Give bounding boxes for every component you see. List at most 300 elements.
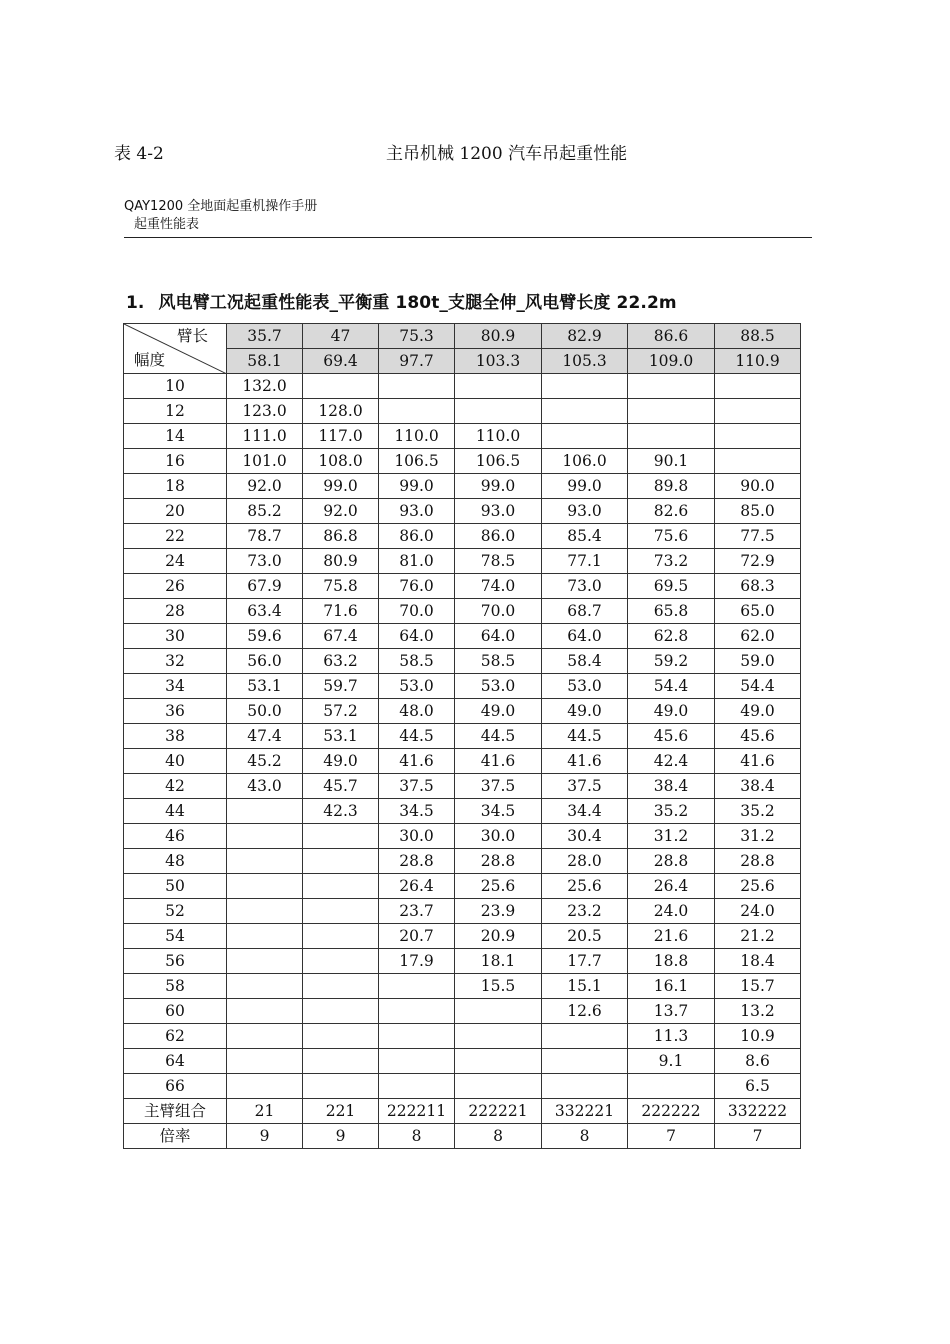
capacity-cell: 106.5 [455,449,542,474]
boom-combination-row-cell: 21 [227,1099,303,1124]
table-row [124,524,801,549]
capacity-cell [303,874,379,899]
capacity-cell: 18.4 [715,949,801,974]
header-rule [124,237,812,238]
capacity-cell: 21.2 [715,924,801,949]
capacity-cell: 106.5 [379,449,455,474]
reeving-rate-row-cell: 7 [715,1124,801,1149]
capacity-cell [542,1074,628,1099]
capacity-cell: 11.3 [628,1024,715,1049]
table-row [124,774,801,799]
capacity-cell: 41.6 [455,749,542,774]
table-row [124,449,801,474]
capacity-cell [455,374,542,399]
capacity-cell: 42.3 [303,799,379,824]
capacity-cell [715,424,801,449]
capacity-cell [455,1049,542,1074]
capacity-cell: 56.0 [227,649,303,674]
table-caption-label: 表 4-2 [114,144,164,164]
capacity-cell: 80.9 [303,549,379,574]
capacity-cell: 34.5 [455,799,542,824]
capacity-cell: 86.8 [303,524,379,549]
radius-cell: 30 [124,624,227,649]
total-length-cell: 109.0 [628,349,715,374]
capacity-cell [303,924,379,949]
capacity-cell: 85.4 [542,524,628,549]
table-row [124,599,801,624]
corner-header-cell [124,324,227,374]
radius-cell: 48 [124,849,227,874]
capacity-cell: 76.0 [379,574,455,599]
capacity-cell [227,999,303,1024]
capacity-cell: 78.7 [227,524,303,549]
load-chart-table [123,323,801,1149]
capacity-cell: 128.0 [303,399,379,424]
radius-cell: 38 [124,724,227,749]
load-chart-body [124,324,801,1149]
capacity-cell: 49.0 [455,699,542,724]
capacity-cell: 38.4 [715,774,801,799]
radius-cell: 46 [124,824,227,849]
table-row [124,424,801,449]
table-row [124,824,801,849]
capacity-cell: 41.6 [542,749,628,774]
capacity-cell: 63.2 [303,649,379,674]
capacity-cell: 28.8 [455,849,542,874]
table-row [124,899,801,924]
capacity-cell: 75.8 [303,574,379,599]
capacity-cell: 38.4 [628,774,715,799]
boom-combination-row-label: 主臂组合 [124,1099,227,1124]
capacity-cell: 89.8 [628,474,715,499]
capacity-cell: 15.5 [455,974,542,999]
capacity-cell: 64.0 [379,624,455,649]
capacity-cell: 90.1 [628,449,715,474]
capacity-cell: 62.8 [628,624,715,649]
table-row [124,799,801,824]
capacity-cell [303,1024,379,1049]
capacity-cell: 49.0 [628,699,715,724]
capacity-cell: 6.5 [715,1074,801,1099]
capacity-cell: 81.0 [379,549,455,574]
reeving-rate-row-label: 倍率 [124,1124,227,1149]
capacity-cell: 58.4 [542,649,628,674]
boom-length-row [124,324,801,349]
radius-cell: 60 [124,999,227,1024]
table-row [124,1074,801,1099]
radius-cell: 52 [124,899,227,924]
table-row [124,474,801,499]
capacity-cell: 99.0 [542,474,628,499]
radius-cell: 64 [124,1049,227,1074]
capacity-cell: 30.0 [379,824,455,849]
capacity-cell [379,399,455,424]
total-length-cell: 110.9 [715,349,801,374]
boom-combination-row-cell: 222221 [455,1099,542,1124]
reeving-rate-row [124,1124,801,1149]
capacity-cell: 18.8 [628,949,715,974]
section-title-text: 风电臂工况起重性能表_平衡重 180t_支腿全伸_风电臂长度 22.2m [158,293,677,313]
capacity-cell: 50.0 [227,699,303,724]
radius-cell: 50 [124,874,227,899]
reeving-rate-row-cell: 8 [455,1124,542,1149]
boom-length-cell: 80.9 [455,324,542,349]
capacity-cell [379,974,455,999]
capacity-cell: 44.5 [455,724,542,749]
table-row [124,399,801,424]
radius-cell: 40 [124,749,227,774]
capacity-cell [628,399,715,424]
capacity-cell [227,874,303,899]
capacity-cell [303,824,379,849]
capacity-cell: 28.8 [715,849,801,874]
capacity-cell: 86.0 [379,524,455,549]
capacity-cell [227,924,303,949]
capacity-cell [227,1024,303,1049]
capacity-cell [227,799,303,824]
capacity-cell: 57.2 [303,699,379,724]
capacity-cell [227,1074,303,1099]
table-row [124,1049,801,1074]
capacity-cell: 110.0 [455,424,542,449]
boom-length-cell: 82.9 [542,324,628,349]
capacity-cell: 99.0 [303,474,379,499]
capacity-cell: 72.9 [715,549,801,574]
capacity-cell [303,974,379,999]
boom-combination-row-cell: 332222 [715,1099,801,1124]
capacity-cell: 37.5 [379,774,455,799]
capacity-cell: 45.6 [715,724,801,749]
capacity-cell: 75.6 [628,524,715,549]
reeving-rate-row-cell: 9 [227,1124,303,1149]
capacity-cell: 69.5 [628,574,715,599]
capacity-cell: 15.1 [542,974,628,999]
boom-combination-row-cell: 221 [303,1099,379,1124]
capacity-cell: 26.4 [379,874,455,899]
table-row [124,749,801,774]
capacity-cell: 65.0 [715,599,801,624]
total-length-cell: 105.3 [542,349,628,374]
radius-cell: 24 [124,549,227,574]
capacity-cell [628,424,715,449]
capacity-cell [303,1074,379,1099]
manual-header [124,198,317,234]
capacity-cell [715,449,801,474]
capacity-cell: 70.0 [379,599,455,624]
boom-length-cell: 47 [303,324,379,349]
section-title [126,288,677,313]
capacity-cell [379,1074,455,1099]
capacity-cell: 68.7 [542,599,628,624]
table-row [124,999,801,1024]
radius-cell: 26 [124,574,227,599]
capacity-cell: 20.5 [542,924,628,949]
capacity-cell: 58.5 [455,649,542,674]
capacity-cell: 78.5 [455,549,542,574]
capacity-cell: 20.9 [455,924,542,949]
capacity-cell: 47.4 [227,724,303,749]
total-length-cell: 103.3 [455,349,542,374]
radius-cell: 18 [124,474,227,499]
table-row [124,949,801,974]
capacity-cell [303,374,379,399]
capacity-cell: 21.6 [628,924,715,949]
capacity-cell: 26.4 [628,874,715,899]
boom-combination-row-cell: 222222 [628,1099,715,1124]
radius-cell: 20 [124,499,227,524]
capacity-cell: 82.6 [628,499,715,524]
capacity-cell: 53.0 [542,674,628,699]
radius-cell: 32 [124,649,227,674]
boom-length-header: 臂长 [176,327,208,345]
capacity-cell: 13.2 [715,999,801,1024]
capacity-cell: 20.7 [379,924,455,949]
capacity-cell: 77.1 [542,549,628,574]
capacity-cell: 73.0 [227,549,303,574]
capacity-cell: 49.0 [542,699,628,724]
capacity-cell [542,374,628,399]
capacity-cell: 67.4 [303,624,379,649]
capacity-cell: 25.6 [455,874,542,899]
table-row [124,849,801,874]
capacity-cell: 90.0 [715,474,801,499]
capacity-cell: 18.1 [455,949,542,974]
table-row [124,974,801,999]
capacity-cell [715,399,801,424]
boom-length-cell: 88.5 [715,324,801,349]
capacity-cell: 41.6 [379,749,455,774]
total-length-cell: 58.1 [227,349,303,374]
radius-cell: 16 [124,449,227,474]
capacity-cell: 132.0 [227,374,303,399]
capacity-cell: 44.5 [542,724,628,749]
capacity-cell: 34.4 [542,799,628,824]
capacity-cell: 17.9 [379,949,455,974]
capacity-cell: 23.9 [455,899,542,924]
capacity-cell: 77.5 [715,524,801,549]
capacity-cell: 117.0 [303,424,379,449]
radius-cell: 56 [124,949,227,974]
capacity-cell: 64.0 [542,624,628,649]
radius-cell: 62 [124,1024,227,1049]
capacity-cell: 37.5 [455,774,542,799]
table-row [124,1024,801,1049]
reeving-rate-row-cell: 8 [542,1124,628,1149]
capacity-cell: 49.0 [303,749,379,774]
capacity-cell: 24.0 [715,899,801,924]
capacity-cell [542,1049,628,1074]
capacity-cell [227,899,303,924]
capacity-cell: 99.0 [379,474,455,499]
capacity-cell [227,849,303,874]
capacity-cell: 64.0 [455,624,542,649]
capacity-cell [303,849,379,874]
capacity-cell: 30.4 [542,824,628,849]
capacity-cell: 59.2 [628,649,715,674]
capacity-cell: 35.2 [715,799,801,824]
radius-cell: 10 [124,374,227,399]
capacity-cell [455,1074,542,1099]
capacity-cell: 85.2 [227,499,303,524]
capacity-cell [227,1049,303,1074]
capacity-cell [542,424,628,449]
capacity-cell: 73.2 [628,549,715,574]
reeving-rate-row-cell: 8 [379,1124,455,1149]
capacity-cell: 86.0 [455,524,542,549]
table-row [124,549,801,574]
table-row [124,874,801,899]
capacity-cell: 10.9 [715,1024,801,1049]
capacity-cell: 74.0 [455,574,542,599]
radius-cell: 58 [124,974,227,999]
radius-cell: 34 [124,674,227,699]
table-row [124,674,801,699]
capacity-cell: 15.7 [715,974,801,999]
capacity-cell: 62.0 [715,624,801,649]
capacity-cell: 111.0 [227,424,303,449]
capacity-cell [455,1024,542,1049]
capacity-cell: 54.4 [628,674,715,699]
capacity-cell: 31.2 [628,824,715,849]
capacity-cell: 106.0 [542,449,628,474]
capacity-cell: 45.7 [303,774,379,799]
capacity-cell [227,949,303,974]
boom-length-cell: 86.6 [628,324,715,349]
table-row [124,649,801,674]
radius-cell: 44 [124,799,227,824]
capacity-cell: 25.6 [715,874,801,899]
capacity-cell: 54.4 [715,674,801,699]
capacity-cell: 45.6 [628,724,715,749]
capacity-cell: 67.9 [227,574,303,599]
table-row [124,574,801,599]
boom-length-cell: 35.7 [227,324,303,349]
capacity-cell: 30.0 [455,824,542,849]
capacity-cell: 93.0 [379,499,455,524]
reeving-rate-row-cell: 7 [628,1124,715,1149]
capacity-cell: 53.0 [379,674,455,699]
capacity-cell: 44.5 [379,724,455,749]
capacity-cell: 73.0 [542,574,628,599]
capacity-cell: 93.0 [542,499,628,524]
table-row [124,699,801,724]
capacity-cell: 59.7 [303,674,379,699]
capacity-cell: 92.0 [227,474,303,499]
capacity-cell: 99.0 [455,474,542,499]
capacity-cell: 34.5 [379,799,455,824]
capacity-cell: 49.0 [715,699,801,724]
capacity-cell: 17.7 [542,949,628,974]
capacity-cell: 59.6 [227,624,303,649]
table-row [124,374,801,399]
capacity-cell [379,1049,455,1074]
capacity-cell [455,999,542,1024]
capacity-cell [542,399,628,424]
capacity-cell: 43.0 [227,774,303,799]
capacity-cell [715,374,801,399]
capacity-cell [227,824,303,849]
capacity-cell: 58.5 [379,649,455,674]
radius-cell: 36 [124,699,227,724]
capacity-cell: 35.2 [628,799,715,824]
radius-cell: 28 [124,599,227,624]
radius-cell: 66 [124,1074,227,1099]
boom-length-cell: 75.3 [379,324,455,349]
radius-cell: 22 [124,524,227,549]
radius-header: 幅度 [134,351,166,369]
capacity-cell: 68.3 [715,574,801,599]
capacity-cell: 28.8 [628,849,715,874]
boom-combination-row [124,1099,801,1124]
capacity-cell: 42.4 [628,749,715,774]
capacity-cell: 9.1 [628,1049,715,1074]
radius-cell: 14 [124,424,227,449]
radius-cell: 42 [124,774,227,799]
capacity-cell: 28.0 [542,849,628,874]
table-caption-title: 主吊机械 1200 汽车吊起重性能 [386,144,628,164]
capacity-cell [303,899,379,924]
capacity-cell: 63.4 [227,599,303,624]
capacity-cell: 41.6 [715,749,801,774]
capacity-cell: 48.0 [379,699,455,724]
capacity-cell: 108.0 [303,449,379,474]
capacity-cell [303,949,379,974]
capacity-cell: 16.1 [628,974,715,999]
capacity-cell: 53.0 [455,674,542,699]
table-row [124,499,801,524]
capacity-cell [379,999,455,1024]
capacity-cell [542,1024,628,1049]
capacity-cell: 101.0 [227,449,303,474]
capacity-cell: 12.6 [542,999,628,1024]
capacity-cell: 53.1 [227,674,303,699]
capacity-cell: 37.5 [542,774,628,799]
capacity-cell: 93.0 [455,499,542,524]
capacity-cell: 123.0 [227,399,303,424]
capacity-cell: 31.2 [715,824,801,849]
capacity-cell: 53.1 [303,724,379,749]
total-length-cell: 97.7 [379,349,455,374]
boom-combination-row-cell: 332221 [542,1099,628,1124]
capacity-cell [303,1049,379,1074]
boom-combination-row-cell: 222211 [379,1099,455,1124]
capacity-cell: 45.2 [227,749,303,774]
capacity-cell: 85.0 [715,499,801,524]
capacity-cell [628,374,715,399]
capacity-cell: 25.6 [542,874,628,899]
capacity-cell [628,1074,715,1099]
capacity-cell [455,399,542,424]
table-row [124,924,801,949]
radius-cell: 12 [124,399,227,424]
capacity-cell: 59.0 [715,649,801,674]
table-row [124,724,801,749]
capacity-cell [379,1024,455,1049]
capacity-cell: 110.0 [379,424,455,449]
capacity-cell: 23.2 [542,899,628,924]
capacity-cell [227,974,303,999]
manual-title: QAY1200 全地面起重机操作手册 [124,199,318,214]
capacity-cell: 8.6 [715,1049,801,1074]
capacity-cell [379,374,455,399]
capacity-cell: 23.7 [379,899,455,924]
capacity-cell: 13.7 [628,999,715,1024]
capacity-cell: 28.8 [379,849,455,874]
table-row [124,624,801,649]
capacity-cell: 71.6 [303,599,379,624]
capacity-cell: 92.0 [303,499,379,524]
radius-cell: 54 [124,924,227,949]
